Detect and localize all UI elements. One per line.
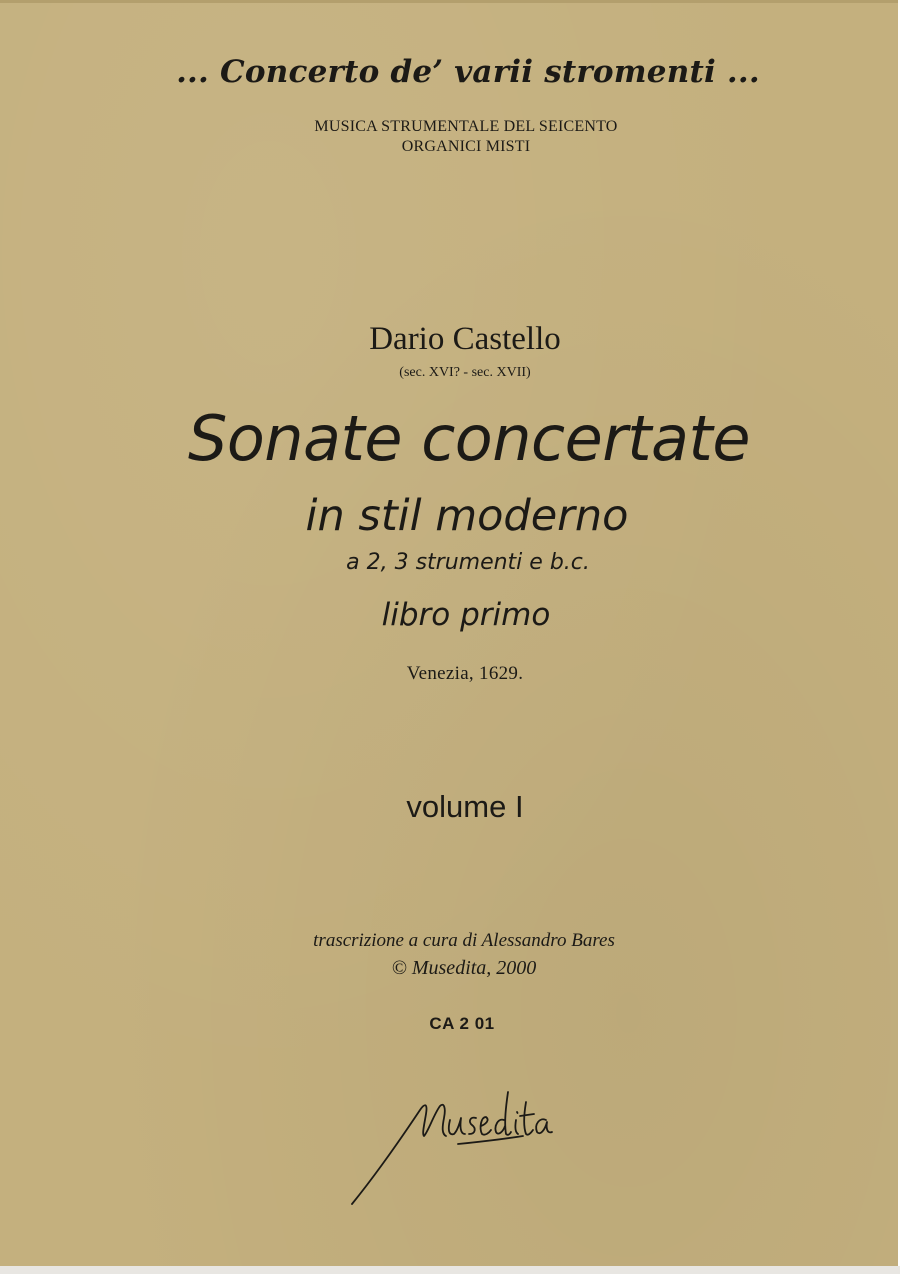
transcription-credit: trascrizione a cura di Alessandro Bares	[313, 930, 615, 951]
musedita-signature-icon	[348, 1062, 588, 1212]
catalog-number: CA 2 01	[429, 1014, 495, 1033]
volume-label: volume I	[406, 789, 524, 824]
cover-top-edge	[0, 0, 898, 3]
composer-dates: (sec. XVI? - sec. XVII)	[399, 365, 531, 380]
musedita-logo	[348, 1062, 588, 1212]
work-book: libro primo	[381, 597, 551, 633]
composer-name: Dario Castello	[369, 321, 561, 357]
series-subtitle-line2: ORGANICI MISTI	[401, 138, 531, 155]
series-subtitle-line1: MUSICA STRUMENTALE DEL SEICENTO	[314, 118, 618, 135]
page-bottom-margin	[0, 1266, 900, 1274]
work-subtitle: in stil moderno	[305, 491, 629, 541]
work-scoring: a 2, 3 strumenti e b.c.	[346, 550, 590, 575]
series-title: ... Concerto de’ varii stromenti ...	[176, 54, 760, 90]
work-title: Sonate concertate	[187, 402, 751, 475]
publication-place-year: Venezia, 1629.	[406, 663, 524, 684]
copyright-notice: © Musedita, 2000	[391, 957, 537, 979]
